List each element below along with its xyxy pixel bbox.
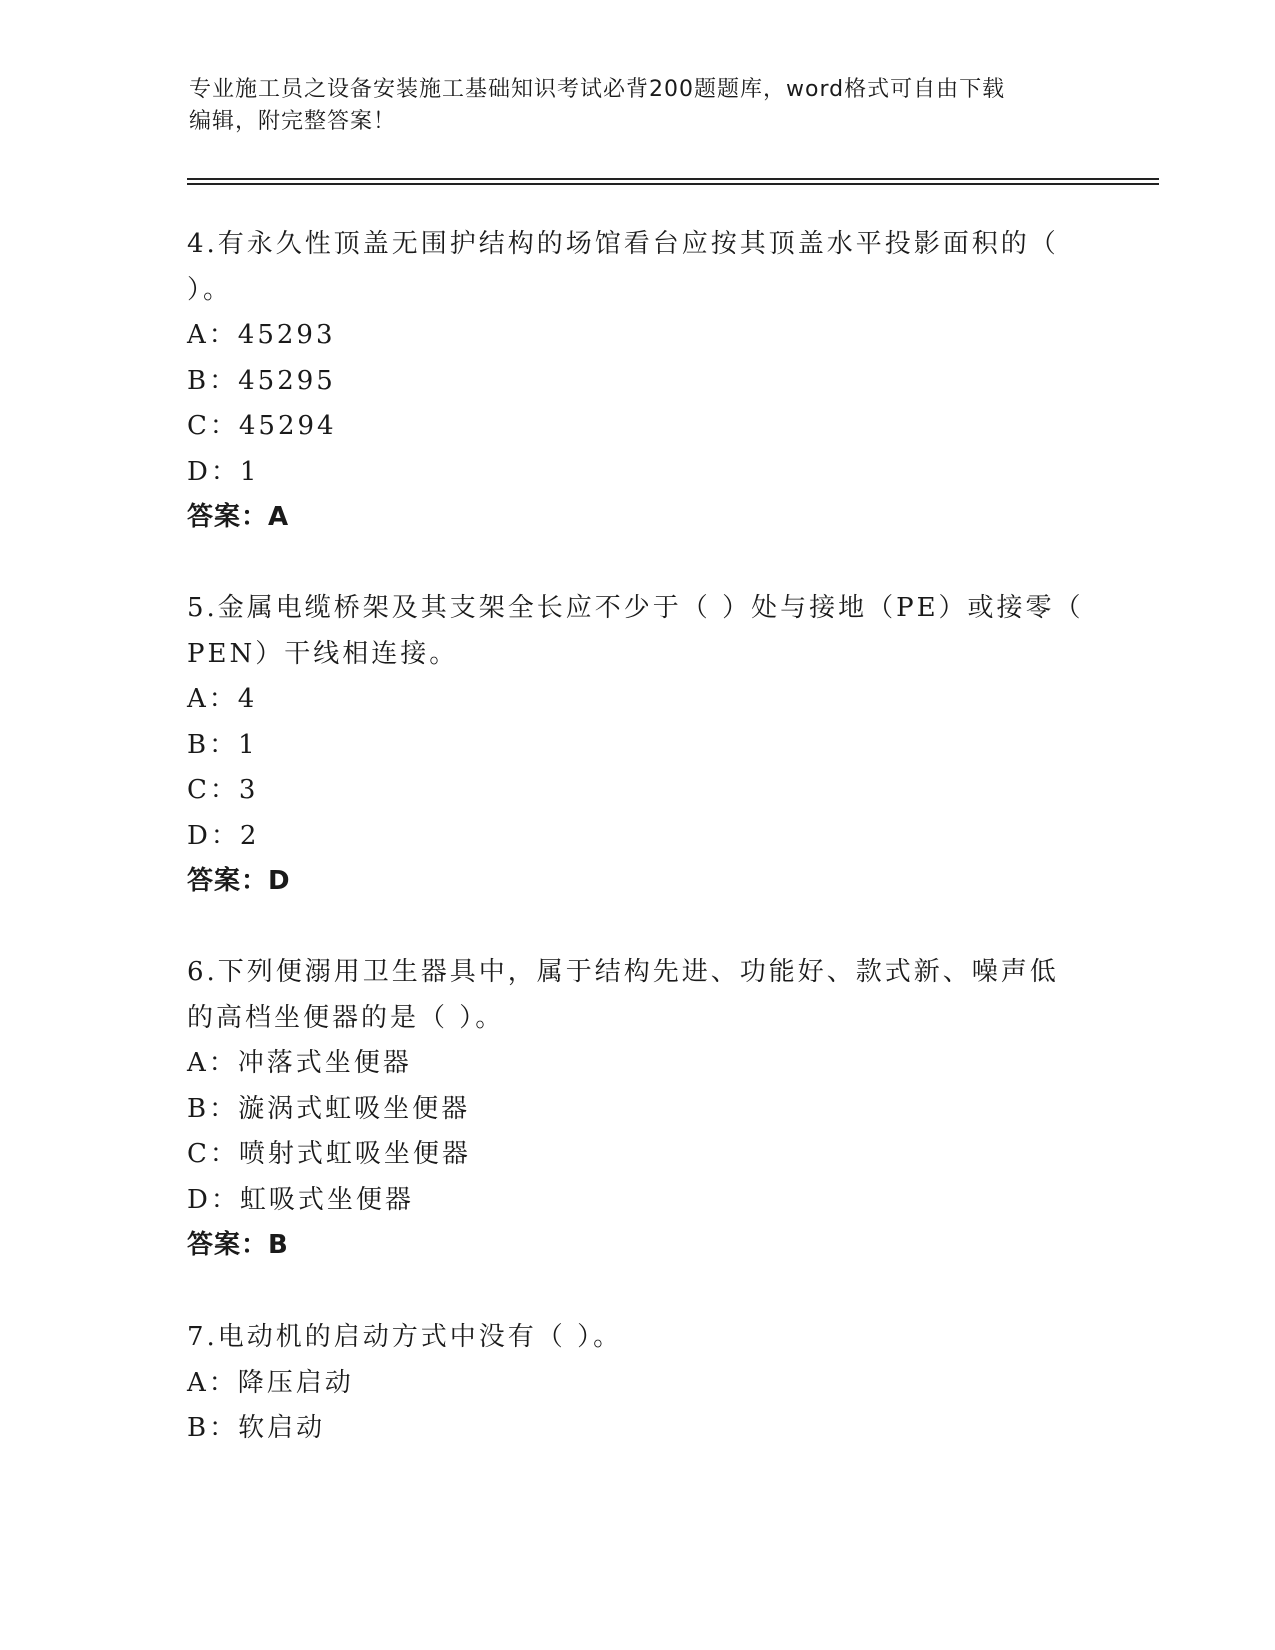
- answer-line: 答案：A: [187, 502, 290, 532]
- header-line-1: 专业施工员之设备安装施工基础知识考试必背200题题库，word格式可自由下载: [189, 77, 1006, 102]
- document-header: [189, 74, 1089, 138]
- question-7: [187, 1315, 1087, 1452]
- option-b: B：软启动: [187, 1413, 326, 1443]
- question-text-line: 6.下列便溺用卫生器具中，属于结构先进、功能好、款式新、噪声低: [187, 957, 1059, 987]
- header-divider-top: [187, 178, 1159, 180]
- option-c: C：3: [187, 775, 259, 805]
- question-6: [187, 950, 1087, 1269]
- option-d: D：1: [187, 456, 260, 487]
- option-c: C：45294: [187, 411, 337, 441]
- question-text-line: 的高档坐便器的是（ ）。: [187, 1002, 505, 1033]
- header-divider-bottom: [187, 183, 1159, 185]
- question-text-line: 5.金属电缆桥架及其支架全长应不少于（ ）处与接地（PE）或接零（: [187, 593, 1084, 623]
- option-b: B：漩涡式虹吸坐便器: [187, 1093, 471, 1124]
- option-b: B：45295: [187, 365, 336, 396]
- option-a: A：45293: [187, 320, 336, 350]
- option-b: B：1: [187, 729, 258, 760]
- header-line-2: 编辑，附完整答案！: [189, 109, 397, 134]
- option-a: A：冲落式坐便器: [187, 1048, 412, 1078]
- question-text-line: PEN）干线相连接。: [187, 638, 459, 669]
- question-text-line: ）。: [187, 274, 233, 305]
- option-d: D：2: [187, 820, 260, 851]
- option-a: A：4: [187, 684, 258, 714]
- option-a: A：降压启动: [187, 1367, 354, 1398]
- question-4: [187, 222, 1087, 541]
- answer-line: 答案：B: [187, 1230, 289, 1260]
- option-d: D：虹吸式坐便器: [187, 1184, 414, 1215]
- answer-line: 答案：D: [187, 866, 291, 896]
- option-c: C：喷射式虹吸坐便器: [187, 1139, 471, 1169]
- question-5: [187, 586, 1087, 905]
- question-text-line: 7.电动机的启动方式中没有（ ）。: [187, 1322, 623, 1352]
- question-text-line: 4.有永久性顶盖无围护结构的场馆看台应按其顶盖水平投影面积的（: [187, 229, 1059, 259]
